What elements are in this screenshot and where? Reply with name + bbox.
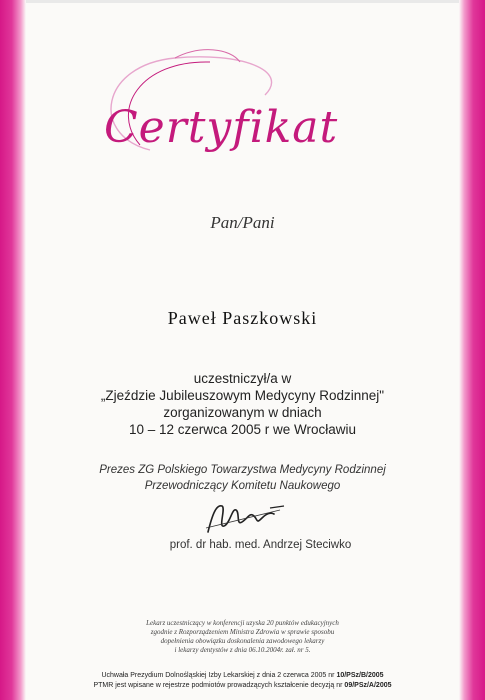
participation-text — [0, 370, 485, 438]
organizer-line: Prezes ZG Polskiego Towarzystwa Medycyny Rodzinnej — [99, 464, 386, 476]
footer-code-2: 09/PSz/A/2005 — [344, 682, 392, 689]
footer-resolution — [0, 671, 485, 691]
title-block — [80, 40, 410, 160]
top-edge — [0, 0, 485, 3]
signer-text: prof. dr hab. med. Andrzej Steciwko — [169, 539, 352, 551]
signer-name — [0, 539, 485, 551]
handwritten-signature — [200, 498, 290, 538]
education-points-note — [0, 619, 485, 655]
salutation: Pan/Pani — [210, 213, 275, 232]
organizer-line: Przewodniczący Komitetu Naukowego — [144, 480, 341, 492]
note-line: Lekarz uczestniczący w konferencji uzyska 20 punktów edukacyjnych — [146, 619, 339, 627]
right-pink-border — [459, 0, 485, 700]
recipient-name: Paweł Paszkowski — [167, 308, 318, 328]
footer-line-2: PTMR jest wpisane w rejestrze podmiotów prowadzących kształcenie decyzją nr 09/PSz/A/2005 — [93, 682, 392, 689]
note-line: dopełnienia obowiązku doskonalenia zawodowego lekarzy — [160, 637, 325, 645]
note-line: i lekarzy dentystów z dnia 06.10.2004r. zał. nr 5. — [174, 646, 311, 654]
footer-code-1: 10/PSz/B/2005 — [336, 672, 384, 679]
footer-line-1: Uchwała Prezydium Dolnośląskiej Izby Lekarskiej z dnia 2 czerwca 2005 nr 10/PSz/B/2005 — [101, 672, 384, 679]
body-line: 10 – 12 czerwca 2005 r we Wrocławiu — [128, 422, 357, 437]
organizer-title — [0, 462, 485, 494]
certificate-title: Certyfikat — [104, 102, 339, 153]
body-line: „Zjeździe Jubileuszowym Medycyny Rodzinnej" — [100, 388, 385, 403]
left-pink-border — [0, 0, 26, 700]
body-line: zorganizowanym w dniach — [163, 405, 322, 420]
note-line: zgodnie z Rozporządzeniem Ministra Zdrowia w sprawie sposobu — [150, 628, 335, 636]
body-line: uczestniczył/a w — [193, 371, 292, 386]
